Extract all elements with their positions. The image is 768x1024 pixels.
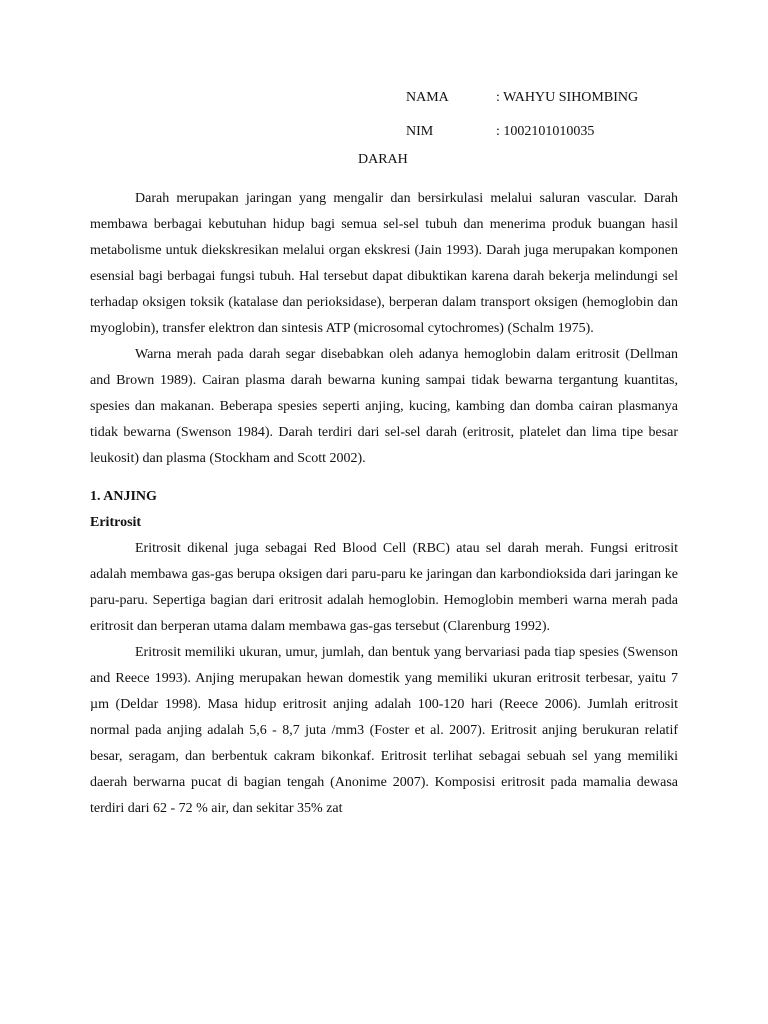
nim-label: NIM xyxy=(406,124,434,139)
paragraph-2: Warna merah pada darah segar disebabkan oleh adanya hemoglobin dalam eritrosit (Dellman and Brown 1989). Cairan plasma darah bewarna kuning sampai tidak bewarna tergantung kuantitas, spesies dan makanan. Beberapa spesies seperti anjing, kucing, kambing dan domba cairan plasmanya tidak bewarna (Swenson 1984). Darah terdiri dari sel-sel darah (eritrosit, platelet dan lima tipe besar leukosit) dan plasma (Stockham and Scott 2002). xyxy=(90,347,678,466)
nim-value: : 1002101010035 xyxy=(496,124,595,139)
name-value: : WAHYU SIHOMBING xyxy=(496,90,639,105)
nim-row xyxy=(406,124,594,140)
paragraph-1: Darah merupakan jaringan yang mengalir dan bersirkulasi melalui saluran vascular. Darah membawa berbagai kebutuhan hidup bagi semua sel-sel tubuh dan menerima produk buangan hasil metabolisme untuk diekskresikan melalui organ ekskresi (Jain 1993). Darah juga merupakan komponen esensial bagi berbagai fungsi tubuh. Hal tersebut dapat dibuktikan karena darah bekerja melindungi sel terhadap oksigen toksik (katalase dan perioksidase), berperan dalam transport oksigen (hemoglobin dan myoglobin), transfer elektron dan sintesis ATP (microsomal cytochromes) (Schalm 1975). xyxy=(90,191,678,336)
document-title: DARAH xyxy=(358,152,408,167)
section-heading-anjing: 1. ANJING xyxy=(90,489,157,504)
name-label: NAMA xyxy=(406,90,449,105)
name-row xyxy=(406,90,638,106)
subsection-heading-eritrosit: Eritrosit xyxy=(90,515,142,530)
section-gap xyxy=(90,472,678,484)
paragraph-4: Eritrosit memiliki ukuran, umur, jumlah, dan bentuk yang bervariasi pada tiap spesies (Swenson and Reece 1993). Anjing merupakan hewan domestik yang memiliki ukuran eritrosit terbesar, yaitu 7 µm (Deldar 1998). Masa hidup eritrosit anjing adalah 100-120 hari (Reece 2006). Jumlah eritrosit normal pada anjing adalah 5,6 - 8,7 juta /mm3 (Foster et al. 2007). Eritrosit anjing berukuran relatif besar, seragam, dan berbentuk cakram bikonkaf. Eritrosit terlihat sebagai sebuah sel yang memiliki daerah berwarna pucat di bagian tengah (Anonime 2007). Komposisi eritrosit pada mamalia dewasa terdiri dari 62 - 72 % air, dan sekitar 35% zat xyxy=(90,645,678,816)
document-body xyxy=(90,186,678,822)
paragraph-3: Eritrosit dikenal juga sebagai Red Blood Cell (RBC) atau sel darah merah. Fungsi eritrosit adalah membawa gas-gas berupa oksigen dari paru-paru ke jaringan dan karbondioksida dari jaringan ke paru-paru. Sepertiga bagian dari eritrosit adalah hemoglobin. Hemoglobin memberi warna merah pada eritrosit dan berperan utama dalam membawa gas-gas tersebut (Clarenburg 1992). xyxy=(90,541,678,634)
